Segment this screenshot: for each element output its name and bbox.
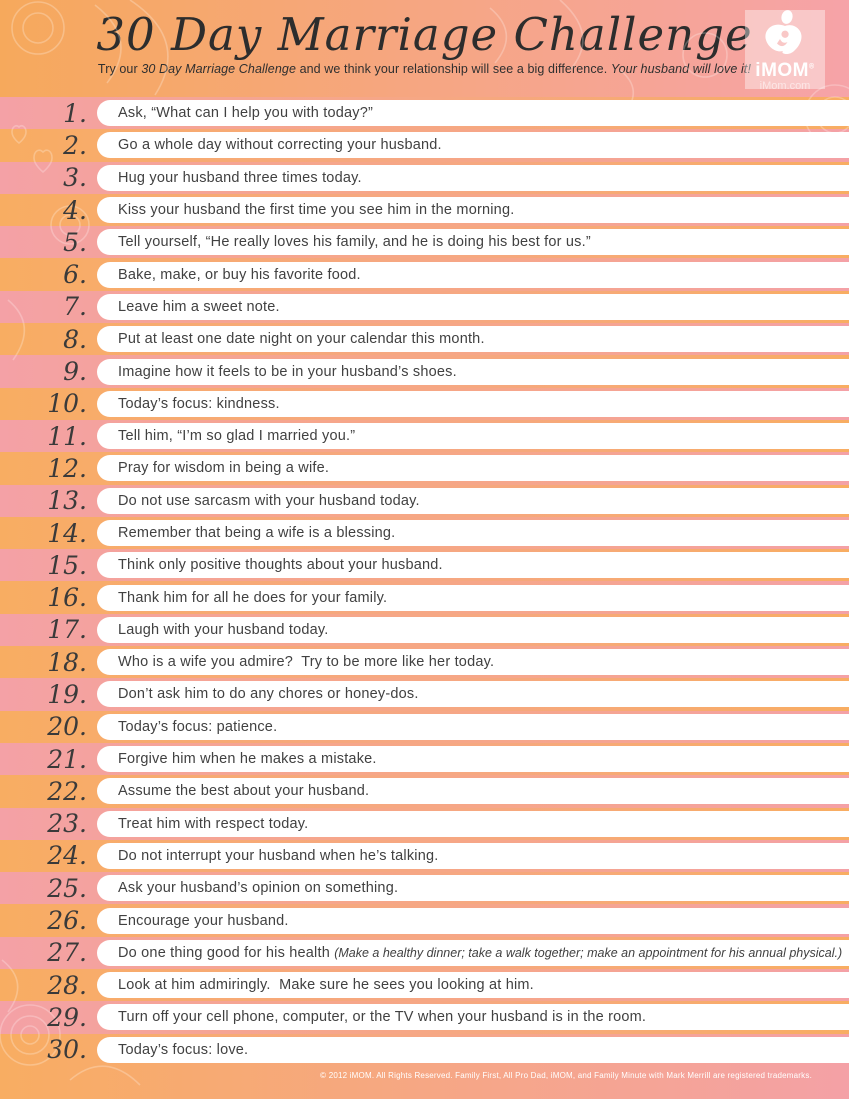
registered-mark: ® [809,63,815,71]
challenge-row [0,646,849,678]
item-number: 20. [47,712,87,742]
item-text: Tell yourself, “He really loves his family, and he is doing his best for us.” [118,234,591,251]
item-text: Hug your husband three times today. [118,169,362,186]
item-text: Do not interrupt your husband when he’s talking. [118,847,439,864]
challenge-row [0,678,849,710]
item-number: 10. [47,389,87,419]
challenge-row [0,194,849,226]
item-number: 15. [47,550,87,580]
item-text: Encourage your husband. [118,912,289,929]
header [0,0,849,97]
footer [0,1066,849,1099]
item-text: Thank him for all he does for your family. [118,589,388,606]
item-text: Put at least one date night on your calendar this month. [118,331,485,348]
challenge-row [0,452,849,484]
header-text [0,0,849,76]
item-number: 9. [63,357,87,387]
item-number: 18. [47,647,87,677]
challenge-pill [97,908,849,934]
item-text: Tell him, “I’m so glad I married you.” [118,428,356,445]
challenge-pill [97,520,849,546]
challenge-row [0,1001,849,1033]
challenge-pill [97,1037,849,1063]
item-number: 3. [63,163,87,193]
challenge-row [0,872,849,904]
challenge-pill [97,746,849,772]
item-text: Today’s focus: patience. [118,718,278,735]
item-number: 7. [63,292,87,322]
challenge-row [0,323,849,355]
item-number: 6. [63,260,87,290]
challenge-row [0,614,849,646]
item-text: Today’s focus: kindness. [118,395,280,412]
item-number: 4. [63,195,87,225]
item-text: Ask your husband’s opinion on something. [118,880,399,897]
page-title: 30 Day Marriage Challenge [96,8,753,61]
item-number: 23. [47,809,87,839]
item-text: Forgive him when he makes a mistake. [118,751,377,768]
item-text: Go a whole day without correcting your husband. [118,137,442,154]
item-number: 2. [63,130,87,160]
item-note-italic: (Make a healthy dinner; take a walk together; make an appointment for his annual physical.) [334,945,843,960]
challenge-pill [97,972,849,998]
mother-child-heart-icon [759,10,811,63]
item-text: Look at him admiringly. Make sure he sees you looking at him. [118,977,534,994]
challenge-row [0,355,849,387]
challenge-row [0,517,849,549]
challenge-row [0,904,849,936]
challenge-pill [97,649,849,675]
challenge-pill [97,940,849,966]
challenge-pill [97,423,849,449]
challenge-row [0,775,849,807]
challenge-pill [97,778,849,804]
item-text: Assume the best about your husband. [118,783,370,800]
item-number: 14. [47,518,87,548]
item-text: Kiss your husband the first time you see him in the morning. [118,202,515,219]
item-number: 30. [47,1035,87,1065]
item-number: 11. [47,421,87,451]
item-number: 1. [63,98,87,128]
item-number: 16. [47,583,87,613]
item-text: Remember that being a wife is a blessing. [118,525,396,541]
challenge-pill [97,326,849,352]
item-number: 17. [47,615,87,645]
challenge-pill [97,229,849,255]
item-number: 24. [47,841,87,871]
challenge-pill [97,681,849,707]
logo-name: iMOM® [755,60,815,81]
item-number: 12. [47,453,87,483]
item-number: 5. [63,227,87,257]
item-number: 26. [47,906,87,936]
subtitle-part4: Your husband will love it! [610,61,752,76]
copyright-text: © 2012 iMOM. All Rights Reserved. Family First, All Pro Dad, iMOM, and Family Minute with Mark Merrill are registered trademarks. [320,1071,812,1080]
challenge-pill [97,132,849,158]
challenge-row [0,840,849,872]
challenge-pill [97,391,849,417]
challenge-pill [97,811,849,837]
challenge-row [0,1034,849,1066]
challenge-pill [97,552,849,578]
item-text: Turn off your cell phone, computer, or the TV when your husband is in the room. [118,1009,647,1026]
challenge-row [0,162,849,194]
challenge-pill [97,843,849,869]
challenge-pill [97,617,849,643]
challenge-list [0,97,849,1066]
item-number: 13. [47,486,87,516]
challenge-row [0,291,849,323]
subtitle-part1: Try our [97,61,142,76]
challenge-row [0,420,849,452]
challenge-row [0,129,849,161]
item-text: Today’s focus: love. [118,1041,249,1058]
item-number: 19. [47,679,87,709]
challenge-pill [97,262,849,288]
challenge-row [0,388,849,420]
item-number: 28. [47,970,87,1000]
challenge-pill [97,359,849,385]
item-text: Imagine how it feels to be in your husband’s shoes. [118,363,457,380]
item-text: Ask, “What can I help you with today?” [118,105,374,122]
item-text: Laugh with your husband today. [118,621,329,638]
subtitle-part3: and we think your relationship will see a big difference. [296,61,611,76]
challenge-row [0,711,849,743]
item-number: 21. [47,744,87,774]
item-text: Pray for wisdom in being a wife. [118,460,330,477]
item-number: 27. [47,938,87,968]
subtitle-part2: 30 Day Marriage Challenge [141,61,296,76]
challenge-row [0,97,849,129]
challenge-pill [97,197,849,223]
challenge-row [0,937,849,969]
item-number: 22. [47,776,87,806]
imom-logo [745,10,825,92]
item-text: Treat him with respect today. [118,815,309,832]
item-number: 29. [47,1002,87,1032]
challenge-row [0,258,849,290]
challenge-row [0,969,849,1001]
item-text: Do one thing good for his health [118,944,335,961]
challenge-pill [97,714,849,740]
challenge-pill [97,455,849,481]
subtitle [0,62,849,76]
logo-tagline: iMom.com [759,80,811,92]
challenge-row [0,485,849,517]
challenge-pill [97,165,849,191]
challenge-pill [97,294,849,320]
item-text: Leave him a sweet note. [118,298,280,315]
challenge-pill [97,488,849,514]
item-number: 25. [47,873,87,903]
challenge-pill [97,100,849,126]
item-text: Do not use sarcasm with your husband today. [118,492,420,509]
item-text: Who is a wife you admire? Try to be more like her today. [118,654,495,671]
challenge-pill [97,875,849,901]
item-text: Bake, make, or buy his favorite food. [118,266,361,283]
challenge-row [0,743,849,775]
challenge-row [0,581,849,613]
item-text: Don’t ask him to do any chores or honey-dos. [118,686,419,703]
challenge-pill [97,1004,849,1030]
item-number: 8. [63,324,87,354]
challenge-row [0,549,849,581]
item-text: Think only positive thoughts about your husband. [118,557,443,574]
challenge-row [0,808,849,840]
challenge-pill [97,585,849,611]
challenge-row [0,226,849,258]
